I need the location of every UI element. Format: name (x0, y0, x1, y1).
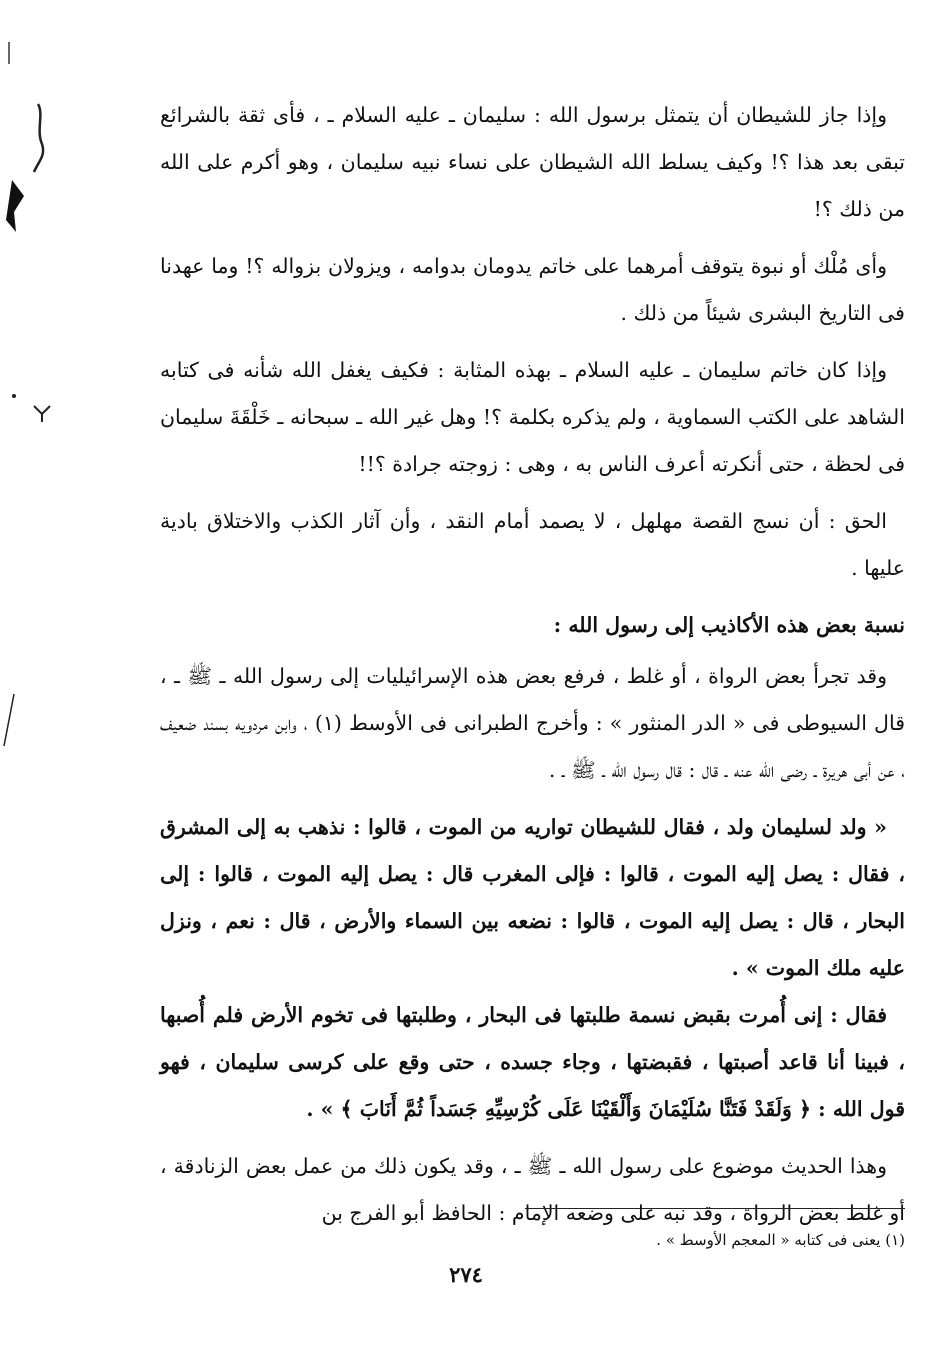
footnote-divider (525, 1208, 905, 1209)
margin-mark-top (4, 40, 14, 70)
hadith-quote-1: « ولد لسليمان ولد ، فقال للشيطان تواريه من الموت ، قالوا : نذهب به إلى المشرق ، فقال : يصل إليه الموت ، قالوا : فإلى المغرب قال : يصل إليه الموت ، قالوا : إلى البحار ، قال : يصل إليه الموت ، قالوا : نضعه بين السماء والأرض ، قال : نعم ، ونزل عليه ملك الموت » . (160, 815, 905, 980)
page-number: ٢٧٤ (449, 1262, 483, 1287)
paragraph-6: وقد تجرأ بعض الرواة ، أو غلط ، فرفع بعض هذه الإسرائيليات إلى رسول الله ـ ﷺ ـ ، قال السيوطى فى « الدر المنثور » : وأخرج الطبرانى فى الأوسط (١) ، وابن مردويه بسند ضعيف ، عن أبى هريرة ـ رضى الله عنه ـ قال : قال رسول الله ـ ﷺ ـ . (160, 664, 905, 782)
footnote: (١) يعنى فى كتابه « المعجم الأوسط » . (656, 1231, 905, 1249)
paragraph-9: وهذا الحديث موضوع على رسول الله ـ ﷺ ـ ، وقد يكون ذلك من عمل بعض الزنادقة ، أو غلط بعض الرواة ، وقد نبه على وضعه الإمام : الحافظ أبو الفرج بن (160, 1154, 905, 1225)
main-text (160, 92, 905, 1247)
margin-bracket-mark (2, 100, 52, 235)
paragraph-2: وأى مُلْك أو نبوة يتوقف أمرهما على خاتم يدومان بدوامه ، ويزولان بزواله ؟! وما عهدنا فى التاريخ البشرى شيئاً من ذلك . (160, 254, 905, 325)
paragraph-1: وإذا جاز للشيطان أن يتمثل برسول الله : سليمان ـ عليه السلام ـ ، فأى ثقة بالشرائع تبقى بعد هذا ؟! وكيف يسلط الله الشيطان على نساء نبيه سليمان ، وهو أكرم على الله من ذلك ؟! (160, 103, 905, 221)
section-heading: نسبة بعض هذه الأكاذيب إلى رسول الله : (553, 613, 905, 637)
margin-mark-line (0, 690, 20, 750)
paragraph-4: الحق : أن نسج القصة مهلهل ، لا يصمد أمام النقد ، وأن آثار الكذب والاختلاق بادية عليها . (160, 509, 905, 580)
paragraph-3: وإذا كان خاتم سليمان ـ عليه السلام ـ بهذه المثابة : فكيف يغفل الله شأنه فى كتابه الشاهد على الكتب السماوية ، ولم يذكره بكلمة ؟! وهل غير الله ـ سبحانه ـ خَلْقَةَ سليمان فى لحظة ، حتى أنكرته أعرف الناس به ، وهى : زوجته جرادة ؟!! (160, 358, 905, 476)
hadith-quote-2: فقال : إنى أُمرت بقبض نسمة طلبتها فى البحار ، وطلبتها فى تخوم الأرض فلم أُصبها ، فبينا أنا قاعد أصبتها ، فقبضتها ، وجاء جسده ، حتى وقع على كرسى سليمان ، فهو قول الله : ﴿ وَلَقَدْ فَتَنَّا سُلَيْمَانَ وَأَلْقَيْنَا عَلَى كُرْسِيِّهِ جَسَداً ثُمَّ أَنَابَ ﴾ » . (160, 1003, 905, 1121)
margin-mark-small (4, 388, 54, 424)
